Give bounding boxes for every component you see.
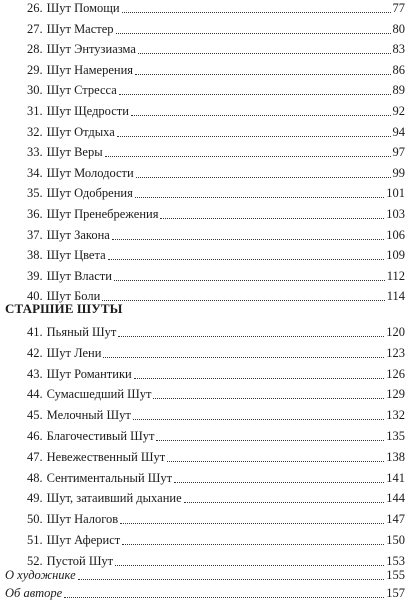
entry-title: Шут Аферист xyxy=(46,533,121,547)
page-number: 80 xyxy=(392,21,405,36)
toc-entry[interactable] xyxy=(27,125,405,140)
page-number: 101 xyxy=(386,186,405,201)
entry-title: Невежественный Шут xyxy=(46,449,166,464)
page-number: 123 xyxy=(386,345,405,360)
entry-number: 40. xyxy=(27,289,43,304)
entry-title: Шут Веры xyxy=(46,145,103,160)
toc-entry[interactable] xyxy=(27,83,405,98)
toc-entry[interactable] xyxy=(27,491,405,506)
entry-number: 52. xyxy=(27,553,43,568)
page-number: 147 xyxy=(386,512,405,527)
page-number: 141 xyxy=(386,470,405,485)
page-number: 112 xyxy=(386,268,405,283)
entry-number: 30. xyxy=(27,83,43,98)
toc-entry[interactable] xyxy=(27,1,405,16)
dot-leader xyxy=(108,258,385,260)
entry-title: Шут Молодости xyxy=(46,165,134,180)
entry-title: Шут Лени xyxy=(46,345,102,360)
dot-leader xyxy=(133,418,384,420)
page-number: 114 xyxy=(386,289,405,304)
page-number: 92 xyxy=(392,104,405,118)
page-number: 138 xyxy=(386,449,405,464)
dot-leader xyxy=(114,279,385,281)
dot-leader xyxy=(117,135,391,137)
toc-entry[interactable] xyxy=(27,207,405,222)
entry-number: 42. xyxy=(27,345,43,360)
dot-leader xyxy=(78,578,385,580)
toc-entry[interactable] xyxy=(27,289,405,304)
entry-title: Шут, затаивший дыхание xyxy=(46,491,182,506)
entry-number: 34. xyxy=(27,165,43,180)
entry-title: Шут Боли xyxy=(46,289,101,304)
dot-leader xyxy=(134,377,385,379)
entry-title: Шут Пренебрежения xyxy=(46,207,159,221)
entry-number: 47. xyxy=(27,449,43,464)
page-number: 97 xyxy=(392,145,405,160)
dot-leader xyxy=(167,460,384,462)
toc-entry[interactable] xyxy=(5,568,405,583)
page-number: 89 xyxy=(392,83,405,98)
page-number: 126 xyxy=(386,366,405,381)
toc-entry[interactable] xyxy=(27,387,405,402)
entry-number: 46. xyxy=(27,429,43,443)
dot-leader xyxy=(136,176,391,178)
dot-leader xyxy=(138,52,391,54)
dot-leader xyxy=(105,155,391,157)
page-number: 157 xyxy=(386,586,405,600)
entry-title: Сентиментальный Шут xyxy=(46,470,173,485)
dot-leader xyxy=(115,564,384,566)
dot-leader xyxy=(119,93,391,95)
toc-entry[interactable] xyxy=(27,228,405,243)
toc-entry[interactable] xyxy=(27,325,405,340)
entry-title: Шут Энтузиазма xyxy=(46,42,136,57)
entry-number: 38. xyxy=(27,248,43,263)
page-number: 86 xyxy=(392,62,405,77)
toc-entry[interactable] xyxy=(27,450,405,465)
entry-number: 35. xyxy=(27,186,43,201)
entry-title: Сумасшедший Шут xyxy=(46,387,152,402)
toc-entry[interactable] xyxy=(27,145,405,160)
entry-number: 41. xyxy=(27,325,43,339)
dot-leader xyxy=(160,217,384,219)
toc-entry[interactable] xyxy=(27,166,405,181)
entry-title: Шут Романтики xyxy=(46,366,132,381)
entry-number: 37. xyxy=(27,227,43,242)
toc-entry[interactable] xyxy=(27,367,405,382)
dot-leader xyxy=(102,299,384,301)
page-number: 83 xyxy=(392,42,405,57)
page-number: 103 xyxy=(386,207,405,221)
toc-entry[interactable] xyxy=(27,533,405,548)
entry-title: Благочестивый Шут xyxy=(46,429,155,443)
page-number: 155 xyxy=(386,568,405,582)
page-number: 120 xyxy=(386,325,405,339)
entry-number: 27. xyxy=(27,21,43,36)
dot-leader xyxy=(116,32,391,34)
toc-entry[interactable] xyxy=(27,408,405,423)
toc-entry[interactable] xyxy=(27,512,405,527)
dot-leader xyxy=(103,356,384,358)
entry-title: Мелочный Шут xyxy=(46,408,131,423)
page-number: 129 xyxy=(386,387,405,402)
toc-entry[interactable] xyxy=(27,104,405,119)
entry-number: 44. xyxy=(27,387,43,402)
entry-number: 50. xyxy=(27,512,43,527)
toc-entry[interactable] xyxy=(27,22,405,37)
entry-number: 39. xyxy=(27,268,43,283)
entry-number: 45. xyxy=(27,408,43,423)
entry-title: Об авторе xyxy=(5,586,63,600)
page-number: 135 xyxy=(386,429,405,443)
entry-title: Пьяный Шут xyxy=(46,325,117,339)
entry-number: 51. xyxy=(27,533,43,547)
toc-entry[interactable] xyxy=(27,42,405,57)
dot-leader xyxy=(153,397,384,399)
dot-leader xyxy=(131,114,391,116)
toc-entry[interactable] xyxy=(27,471,405,486)
entry-title: Шут Закона xyxy=(46,227,110,242)
page-number: 94 xyxy=(392,124,405,139)
entry-number: 49. xyxy=(27,491,43,506)
entry-number: 26. xyxy=(27,1,43,15)
dot-leader xyxy=(174,481,384,483)
page-number: 144 xyxy=(386,491,405,506)
page-number: 153 xyxy=(386,553,405,568)
entry-title: Шут Намерения xyxy=(46,62,134,77)
entry-number: 36. xyxy=(27,207,43,221)
toc-entry[interactable] xyxy=(27,346,405,361)
entry-number: 33. xyxy=(27,145,43,160)
dot-leader xyxy=(135,73,390,75)
dot-leader xyxy=(122,543,384,545)
page-number: 109 xyxy=(386,248,405,263)
entry-number: 43. xyxy=(27,366,43,381)
toc-entry[interactable] xyxy=(5,586,405,601)
toc-entry[interactable] xyxy=(27,63,405,78)
entry-title: Шут Мастер xyxy=(46,21,114,36)
toc-entry[interactable] xyxy=(27,429,405,444)
entry-title: Шут Стресса xyxy=(46,83,117,98)
dot-leader xyxy=(64,596,384,598)
entry-title: Шут Отдыха xyxy=(46,124,115,139)
entry-number: 28. xyxy=(27,42,43,57)
dot-leader xyxy=(122,11,391,13)
entry-title: Шут Щедрости xyxy=(46,104,129,118)
entry-number: 31. xyxy=(27,104,43,118)
page-number: 132 xyxy=(386,408,405,423)
toc-entry[interactable] xyxy=(27,269,405,284)
entry-number: 48. xyxy=(27,470,43,485)
page-number: 150 xyxy=(386,533,405,547)
entry-title: Шут Цвета xyxy=(46,248,106,263)
dot-leader xyxy=(118,335,384,337)
entry-title: Пустой Шут xyxy=(46,553,114,568)
entry-number: 32. xyxy=(27,124,43,139)
entry-title: Шут Одобрения xyxy=(46,186,133,201)
entry-number: 29. xyxy=(27,62,43,77)
toc-entry[interactable] xyxy=(27,186,405,201)
entry-title: Шут Налогов xyxy=(46,512,119,527)
entry-title: Шут Власти xyxy=(46,268,112,283)
dot-leader xyxy=(135,196,384,198)
section-heading: СТАРШИЕ ШУТЫ xyxy=(5,301,123,316)
toc-entry[interactable] xyxy=(27,554,405,569)
dot-leader xyxy=(184,501,385,503)
dot-leader xyxy=(120,522,384,524)
page-number: 106 xyxy=(386,227,405,242)
dot-leader xyxy=(156,439,384,441)
toc-entry[interactable] xyxy=(27,248,405,263)
page-number: 99 xyxy=(392,165,405,180)
entry-title: Шут Помощи xyxy=(46,1,120,15)
page-number: 77 xyxy=(392,1,405,15)
dot-leader xyxy=(112,238,384,240)
entry-title: О художнике xyxy=(5,568,76,582)
